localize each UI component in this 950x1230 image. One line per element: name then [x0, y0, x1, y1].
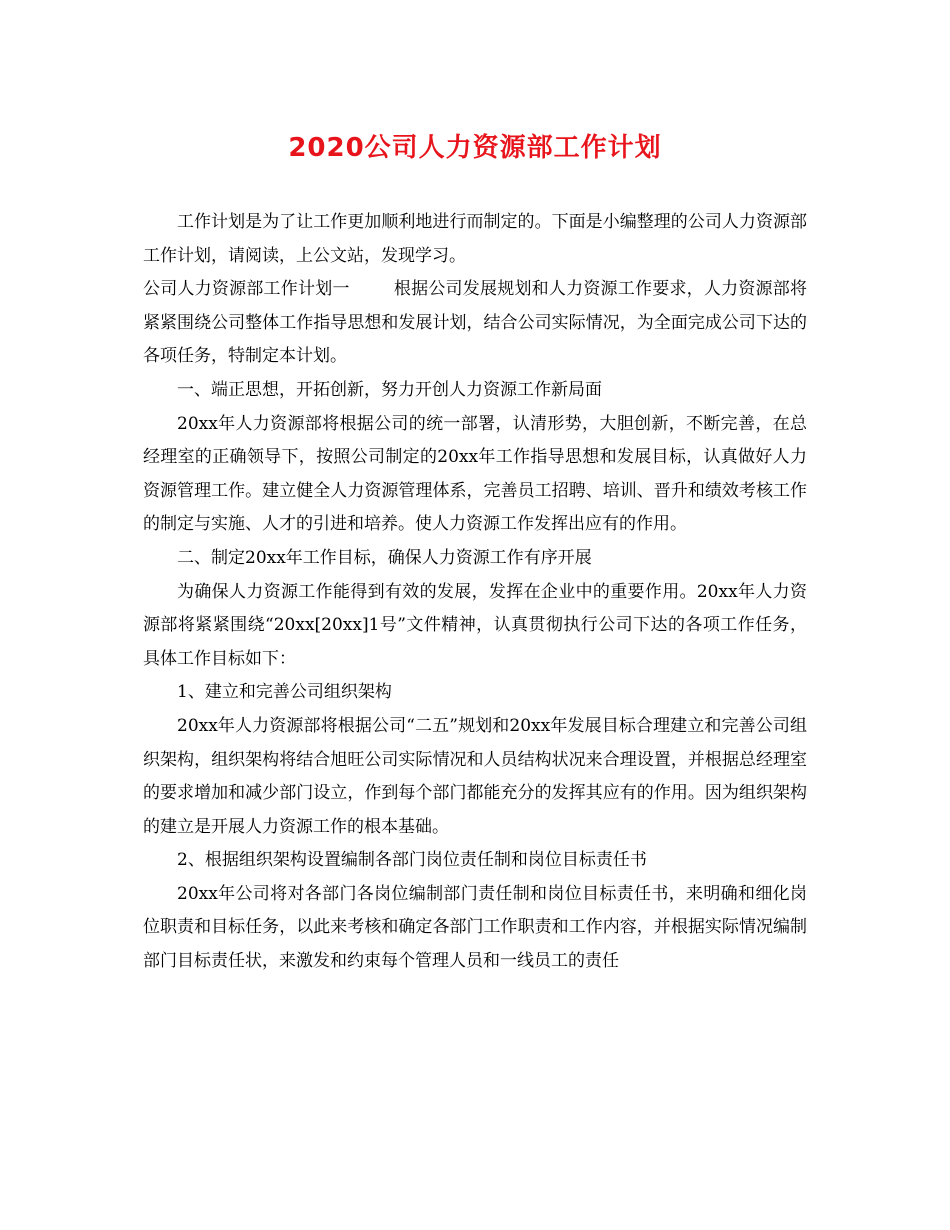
paragraph-plan-one-text: 根据公司发展规划和人力资源工作要求，人力资源部将紧紧围绕公司整体工作指导思想和发展计划，结合公司实际情况，为全面完成公司下达的各项任务，特制定本计划。 [143, 279, 808, 367]
heading-two: 二、制定20xx年工作目标，确保人力资源工作有序开展 [177, 547, 592, 568]
paragraph-one-body: 20xx年人力资源部将根据公司的统一部署，认清形势，大胆创新，不断完善，在总经理室的正确领导下，按照公司制定的20xx年工作指导思想和发展目标，认真做好人力资源管理工作。建立健全人力资源管理体系，完善员工招聘、培训、晋升和绩效考核工作的制定与实施、人才的引进和培养。使人力资源工作发挥出应有的作用。 [143, 413, 807, 535]
document-title: 2020公司人力资源部工作计划 [288, 133, 662, 163]
section-heading: 公司人力资源部工作计划一 [143, 279, 350, 300]
subheading-two: 2、根据组织架构设置编制各部门岗位责任制和岗位目标责任书 [177, 850, 647, 871]
paragraph-plan-one [143, 273, 807, 374]
heading-one: 一、端正思想，开拓创新，努力开创人力资源工作新局面 [177, 379, 602, 400]
paragraph-intro: 工作计划是为了让工作更加顺利地进行而制定的。下面是小编整理的公司人力资源部工作计划，请阅读，上公文站，发现学习。 [143, 212, 807, 266]
subheading-one: 1、建立和完善公司组织架构 [177, 682, 392, 703]
paragraph-two-body: 为确保人力资源工作能得到有效的发展，发挥在企业中的重要作用。20xx年人力资源部将紧紧围绕“20xx[20xx]1号”文件精神，认真贯彻执行公司下达的各项工作任务，具体工作目标如下： [143, 581, 807, 669]
document-body [143, 206, 807, 979]
paragraph-sub-one-body: 20xx年人力资源部将根据公司“二五”规划和20xx年发展目标合理建立和完善公司组织架构，组织架构将结合旭旺公司实际情况和人员结构状况来合理设置，并根据总经理室的要求增加和减少部门设立，作到每个部门都能充分的发挥其应有的作用。因为组织架构的建立是开展人力资源工作的根本基础。 [143, 715, 807, 837]
paragraph-sub-two-body: 20xx年公司将对各部门各岗位编制部门责任制和岗位目标责任书，来明确和细化岗位职责和目标任务，以此来考核和确定各部门工作职责和工作内容，并根据实际情况编制部门目标责任状，来激发和约束每个管理人员和一线员工的责任 [143, 883, 807, 972]
